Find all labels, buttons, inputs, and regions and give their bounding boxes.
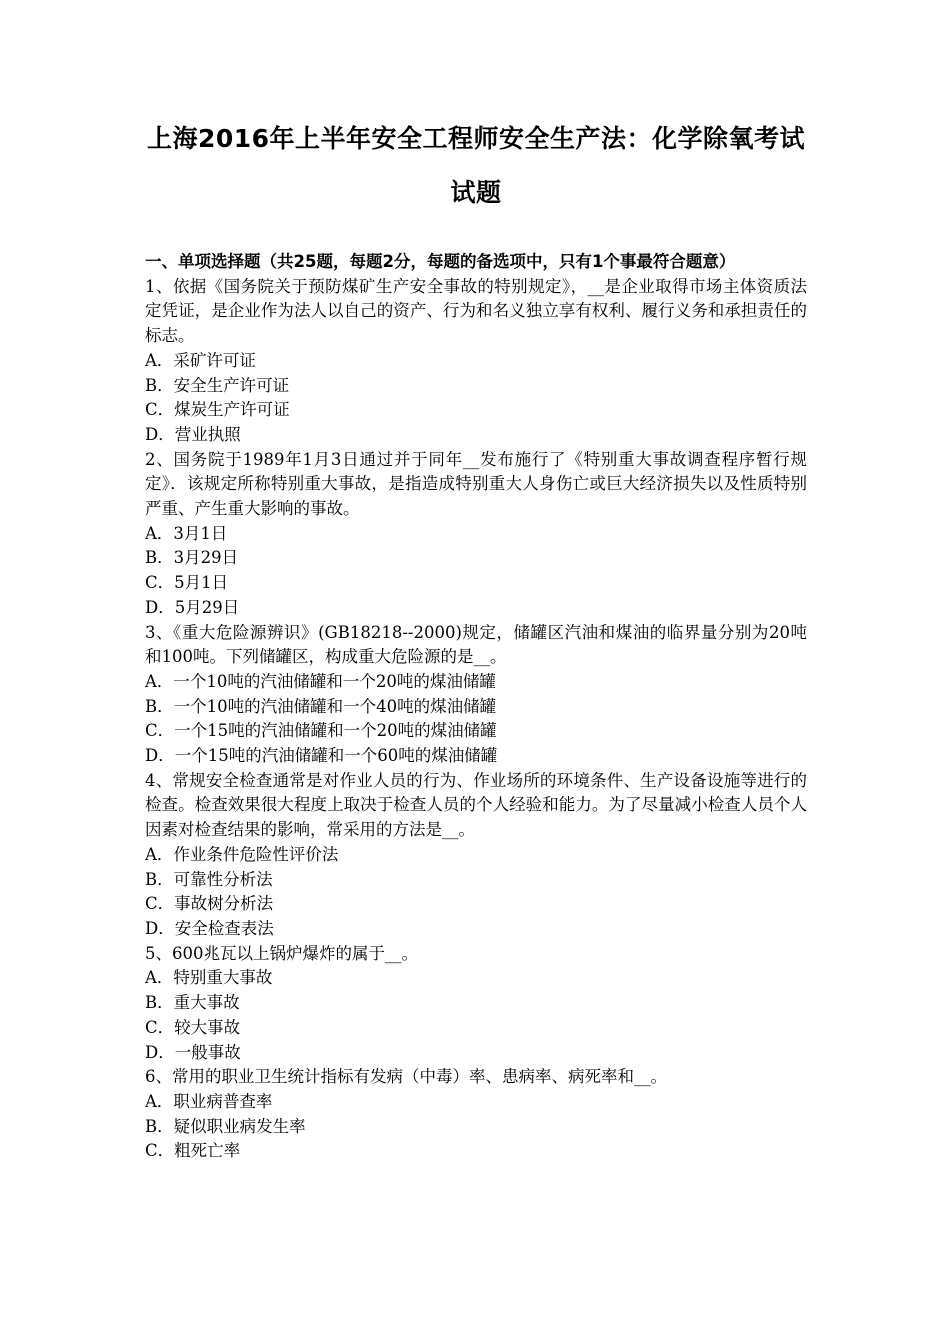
answer-option: C．事故树分析法	[145, 894, 274, 914]
question-6	[145, 1065, 807, 1164]
document-title: 上海2016年上半年安全工程师安全生产法：化学除氧考试试题	[146, 124, 806, 207]
question-stem: 4、常规安全检查通常是对作业人员的行为、作业场所的环境条件、生产设备设施等进行的检查。检查效果很大程度上取决于检查人员的个人经验和能力。为了尽量减小检查人员个人因素对检查结果的影响，常采用的方法是__。	[145, 770, 807, 840]
answer-option: D．5月29日	[145, 597, 240, 617]
answer-option: B．疑似职业病发生率	[145, 1116, 306, 1136]
answer-option: B．一个10吨的汽油储罐和一个40吨的煤油储罐	[145, 696, 497, 716]
answer-option: B．可靠性分析法	[145, 869, 273, 889]
question-stem: 6、常用的职业卫生统计指标有发病（中毒）率、患病率、病死率和__。	[145, 1067, 667, 1087]
question-stem: 2、国务院于1989年1月3日通过并于同年__发布施行了《特别重大事故调查程序暂行规定》．该规定所称特别重大事故，是指造成特别重大人身伤亡或巨大经济损失以及性质特别严重、产生重大影响的事故。	[145, 449, 807, 519]
question-list	[145, 275, 807, 1164]
answer-option: A．特别重大事故	[145, 968, 273, 988]
answer-option: C．5月1日	[145, 573, 229, 593]
document-page	[145, 112, 807, 1164]
answer-option: D．营业执照	[145, 424, 241, 444]
answer-option: B．3月29日	[145, 548, 239, 568]
question-2	[145, 448, 807, 621]
answer-option: D．一般事故	[145, 1042, 241, 1062]
answer-option: C．一个15吨的汽油储罐和一个20吨的煤油储罐	[145, 721, 497, 741]
question-4	[145, 769, 807, 942]
answer-option: C．粗死亡率	[145, 1141, 241, 1161]
question-stem: 5、600兆瓦以上锅炉爆炸的属于__。	[145, 943, 418, 963]
answer-option: B．安全生产许可证	[145, 375, 290, 395]
question-5	[145, 942, 807, 1066]
answer-option: A．作业条件危险性评价法	[145, 844, 339, 864]
section-heading: 一、单项选择题（共25题，每题2分，每题的备选项中，只有1个事最符合题意）	[145, 252, 736, 271]
answer-option: A．采矿许可证	[145, 350, 256, 370]
question-1	[145, 275, 807, 448]
question-stem: 3、《重大危险源辨识》(GB18218--2000)规定，储罐区汽油和煤油的临界量分别为20吨和100吨。下列储罐区，构成重大危险源的是__。	[145, 622, 807, 667]
question-stem: 1、依据《国务院关于预防煤矿生产安全事故的特别规定》，__是企业取得市场主体资质法定凭证，是企业作为法人以自己的资产、行为和名义独立享有权利、履行义务和承担责任的标志。	[145, 276, 807, 346]
answer-option: D．一个15吨的汽油储罐和一个60吨的煤油储罐	[145, 746, 498, 766]
answer-option: D．安全检查表法	[145, 918, 274, 938]
answer-option: C．较大事故	[145, 1017, 241, 1037]
answer-option: A．一个10吨的汽油储罐和一个20吨的煤油储罐	[145, 671, 496, 691]
answer-option: A．职业病普查率	[145, 1091, 273, 1111]
answer-option: A．3月1日	[145, 523, 228, 543]
answer-option: B．重大事故	[145, 993, 240, 1013]
question-3	[145, 621, 807, 769]
answer-option: C．煤炭生产许可证	[145, 400, 290, 420]
